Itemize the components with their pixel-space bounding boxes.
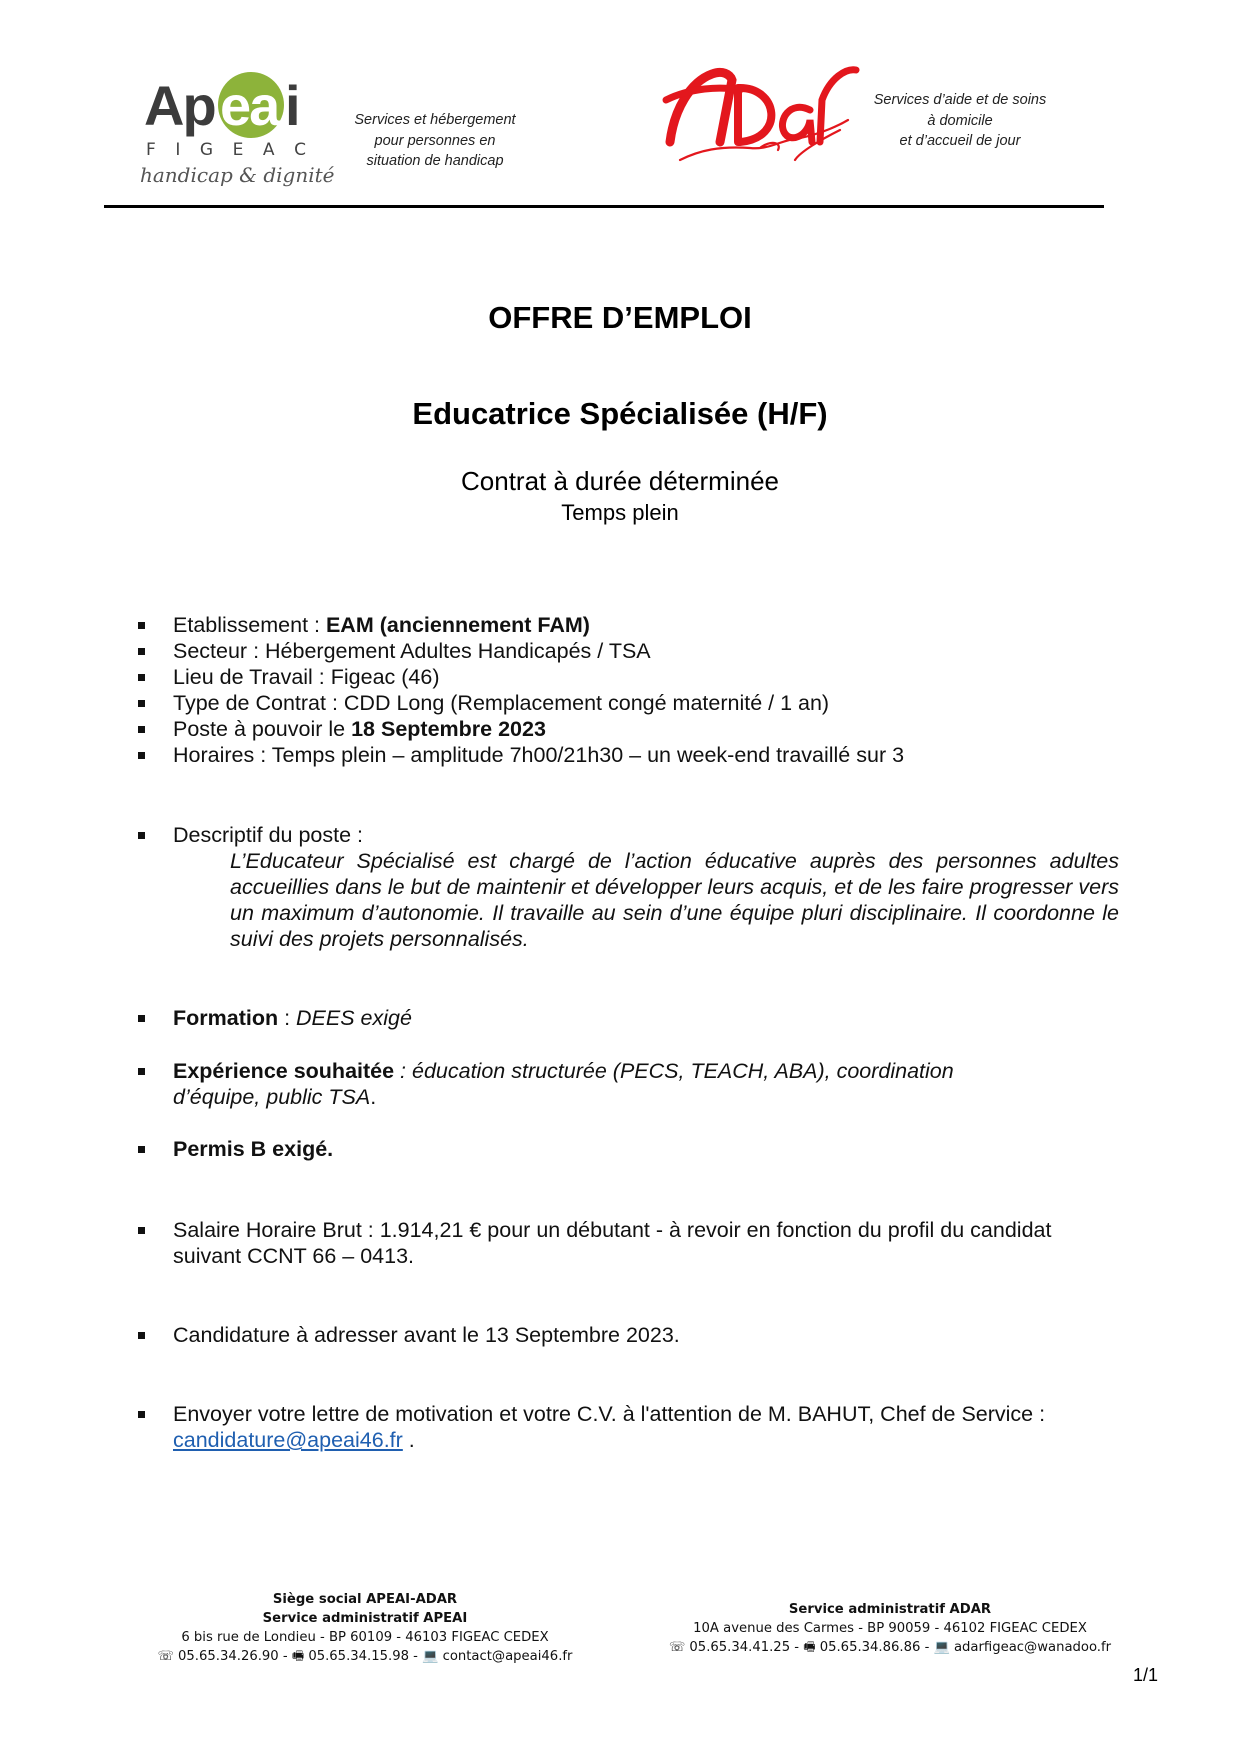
footer-apeai-fax: 05.65.34.15.98 - — [308, 1649, 423, 1664]
requirement-label: Formation — [173, 1006, 279, 1030]
detail-text — [173, 742, 1119, 768]
instructions-body: Envoyer votre lettre de motivation et votre C.V. à l'attention de M. BAHUT, Chef de Service : — [173, 1402, 1046, 1426]
detail-text — [173, 664, 1119, 690]
adar-services-line: Services d’aide et de soins — [873, 92, 1047, 108]
computer-icon: 💻 — [933, 1640, 950, 1655]
bullet-icon — [138, 648, 145, 655]
requirement-value: DEES exigé — [296, 1006, 412, 1030]
adar-logo — [660, 60, 860, 170]
apeai-city-letter: C — [294, 140, 306, 160]
detail-text — [173, 716, 1119, 742]
page-number: 1/1 — [1133, 1665, 1159, 1685]
bullet-icon — [138, 700, 145, 707]
adar-letter-d — [738, 88, 771, 142]
footer-head-office: Siège social APEAI-ADAR — [272, 1592, 458, 1607]
apeai-logo — [140, 70, 335, 200]
document-title: OFFRE D’EMPLOI — [488, 300, 752, 335]
apeai-city — [146, 140, 306, 160]
instructions-tail: . — [402, 1428, 415, 1452]
detail-label: Type de Contrat : — [173, 691, 344, 715]
job-description-text: L’Educateur Spécialisé est chargé de l’action éducative auprès des personnes adultes accueillies dans le but de maintenir et développer leurs acquis, et de les faire progresser vers un maximum d’autonomie. Il travaille au sein d’une équipe pluri disciplinaire. Il coordonne le suivi des projets personnalisés. — [230, 849, 1119, 951]
apeai-services-line: pour personnes en — [374, 132, 496, 149]
detail-label: Poste à pouvoir le — [173, 717, 352, 741]
apeai-services-line: situation de handicap — [366, 153, 504, 169]
contract-type-heading: Contrat à durée déterminée — [461, 466, 779, 496]
bullet-icon — [138, 726, 145, 733]
footer-apeai-contacts — [130, 1647, 600, 1666]
apeai-city-letter: F — [146, 140, 156, 160]
detail-value: 18 Septembre 2023 — [351, 717, 546, 741]
bullet-icon — [138, 752, 145, 759]
footer-adar-contact — [620, 1600, 1160, 1657]
adar-services-line: à domicile — [927, 112, 993, 129]
requirement-value: : éducation structurée (PECS, TEACH, ABA), coordination d’équipe, public TSA — [173, 1059, 954, 1109]
apeai-city-letter: G — [199, 140, 214, 160]
bullet-icon — [138, 674, 145, 681]
footer-adar-service: Service administratif ADAR — [788, 1602, 992, 1617]
detail-label: Etablissement : — [173, 613, 326, 637]
requirement-tail: . — [370, 1085, 377, 1109]
apeai-city-letter: E — [232, 140, 244, 160]
detail-value: Temps plein – amplitude 7h00/21h30 – un week-end travaillé sur 3 — [271, 743, 905, 767]
adar-logo-graphic — [660, 60, 860, 170]
description-label: Descriptif du poste : — [173, 823, 364, 847]
detail-label: Horaires : — [173, 743, 272, 767]
bullet-icon — [138, 1227, 145, 1234]
detail-text — [173, 612, 1119, 638]
bullet-icon — [138, 1332, 145, 1339]
apeai-wordmark-i: i — [285, 74, 301, 137]
salary-text: Salaire Horaire Brut : 1.914,21 € pour un débutant - à revoir en fonction du profil du candidat suivant CCNT 66 – 0413. — [173, 1218, 1052, 1268]
detail-label: Secteur : — [173, 639, 266, 663]
requirement-label: Permis B exigé. — [173, 1137, 334, 1161]
bullet-icon — [138, 1068, 145, 1075]
job-title: Educatrice Spécialisée (H/F) — [412, 396, 828, 431]
bullet-icon — [138, 1015, 145, 1022]
detail-label: Lieu de Travail : — [173, 665, 331, 689]
header-divider — [104, 205, 1104, 208]
apeai-wordmark-ap: Ap — [144, 74, 215, 137]
footer-adar-phone: 05.65.34.41.25 - — [689, 1640, 804, 1655]
bullet-icon — [138, 622, 145, 629]
requirement-label: Expérience souhaitée — [173, 1059, 395, 1083]
requirement-text — [173, 1005, 1119, 1031]
bullet-icon — [138, 832, 145, 839]
application-email-link[interactable]: candidature@apeai46.fr — [173, 1428, 403, 1452]
bullet-icon — [138, 1146, 145, 1153]
bullet-icon — [138, 1411, 145, 1418]
fax-icon: 🖷 — [291, 1649, 305, 1664]
apeai-services-description — [340, 110, 530, 172]
footer-apeai-address: 6 bis rue de Londieu - BP 60109 - 46103 FIGEAC CEDEX — [181, 1630, 549, 1645]
phone-icon: ☏ — [668, 1640, 686, 1655]
apeai-wordmark-ea: ea — [220, 74, 279, 137]
adar-services-line: et d’accueil de jour — [899, 133, 1021, 149]
adar-letter-a — [670, 72, 732, 142]
detail-value: CDD Long (Remplacement congé maternité / 1 an) — [343, 691, 830, 715]
footer-adar-address: 10A avenue des Carmes - BP 90059 - 46102 FIGEAC CEDEX — [693, 1621, 1087, 1636]
footer-apeai-contact — [130, 1590, 600, 1666]
detail-text — [173, 638, 1119, 664]
requirement-text — [173, 1058, 1033, 1110]
footer-adar-email: adarfigeac@wanadoo.fr — [953, 1640, 1112, 1655]
letterhead — [0, 0, 1240, 210]
footer-apeai-service: Service administratif APEAI — [262, 1611, 468, 1626]
detail-text — [173, 690, 1119, 716]
footer-apeai-email: contact@apeai46.fr — [442, 1649, 573, 1664]
requirement-separator: : — [278, 1006, 297, 1030]
footer-apeai-phone: 05.65.34.26.90 - — [178, 1649, 292, 1664]
apeai-services-line: Services et hébergement — [354, 112, 516, 128]
adar-services-description — [855, 90, 1065, 152]
apeai-city-letter: A — [262, 140, 275, 160]
phone-icon: ☏ — [157, 1649, 175, 1664]
working-time-heading: Temps plein — [561, 500, 679, 525]
computer-icon: 💻 — [422, 1649, 439, 1664]
apeai-city-letter: I — [175, 140, 181, 160]
detail-value: Hébergement Adultes Handicapés / TSA — [265, 639, 651, 663]
detail-value: Figeac (46) — [330, 665, 440, 689]
footer-adar-contacts — [620, 1638, 1160, 1657]
fax-icon: 🖷 — [803, 1640, 816, 1655]
apeai-tagline: handicap & dignité — [140, 163, 335, 187]
instructions-text — [173, 1401, 1119, 1453]
footer-adar-fax: 05.65.34.86.86 - — [819, 1640, 934, 1655]
detail-value: EAM (anciennement FAM) — [325, 613, 590, 637]
deadline-text: Candidature à adresser avant le 13 Septembre 2023. — [173, 1323, 680, 1347]
